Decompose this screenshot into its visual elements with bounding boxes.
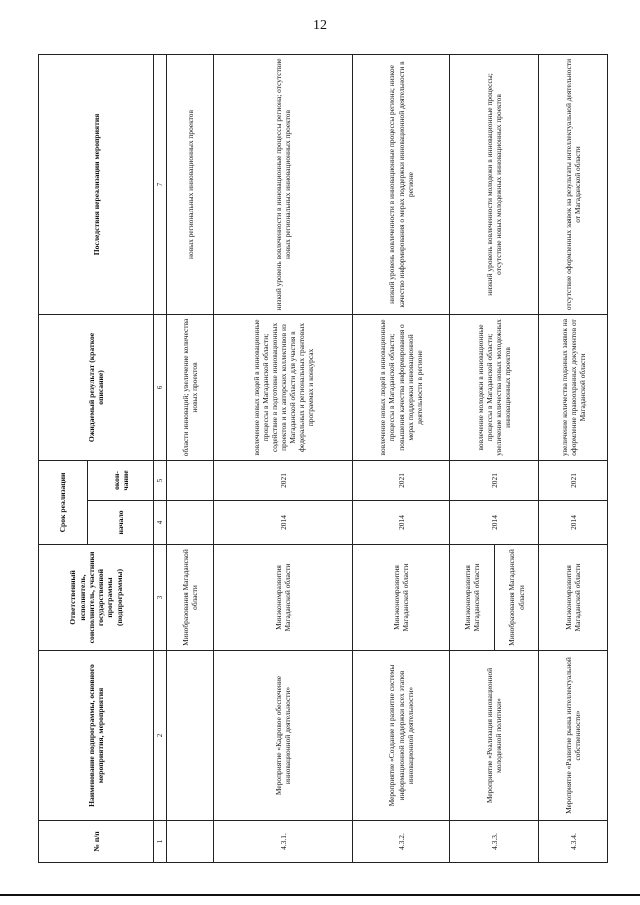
cell-end: 2021 [449,460,539,500]
cell-executor: Минэкономразвития Магаданской области [214,545,353,651]
index-row [154,54,167,862]
continuation-row [167,54,214,862]
cell-start: 2014 [539,501,608,545]
index-cell: 5 [154,460,167,500]
cell-empty [167,501,214,545]
cell-start: 2014 [353,501,449,545]
table-row [214,54,353,862]
cell-empty [167,821,214,863]
cell-end: 2021 [539,460,608,500]
cell-consequences: низкий уровень вовлеченности молодежи в инновационные процессы; отсутствие новых молодежных инновационных проектов [449,54,539,314]
cell-result: увеличение количества поданных заявок на оформление правоохранных документов от Магаданской области [539,314,608,460]
cell-executor: Минэкономразвития Магаданской области [539,545,608,651]
cell-consequences: новых региональных инновационных проектов [167,54,214,314]
cell-num: 4.3.1. [214,821,353,863]
cell-name: Мероприятие «Кадровое обеспечение инновационной деятельности» [214,651,353,821]
header-result: Ожидаемый результат (краткое описание) [39,314,154,460]
header-name: Наименование подпрограммы, основного мероприятия, мероприятия [39,651,154,821]
header-executor: Ответственный исполнитель, соисполнитель, участники государственной программы (подпрограммы) [39,545,154,651]
bottom-rule [0,894,640,896]
index-cell: 4 [154,501,167,545]
index-cell: 7 [154,54,167,314]
header-row [39,54,88,862]
cell-result: вовлечение молодежи в инновационные процессы в Магаданской области; увеличение количества новых молодежных инновационных проектов [449,314,539,460]
cell-empty [167,460,214,500]
cell-name: Мероприятие «Реализация инновационной молодежной политики» [449,651,539,821]
cell-name: Мероприятие «Развитие рынка интеллектуальной собственности» [539,651,608,821]
page-number: 12 [313,18,327,33]
cell-result: вовлечение новых людей в инновационные процессы в Магаданской области; повышения качества информирования о мерах поддержки инновационной деятельности в регионе [353,314,449,460]
header-start: начало [88,501,154,545]
header-end: окон-чание [88,460,154,500]
table-row [353,54,449,862]
cell-executor: Минобразования Магаданской области [167,545,214,651]
index-cell: 6 [154,314,167,460]
cell-result: вовлечение новых людей в инновационные процессы в Магаданской области; содействие в подготовке инновационных проектов и их авторских коллективов из Магаданской области для участия в федеральных и региональных грантовых программах и конкурсах [214,314,353,460]
cell-start: 2014 [449,501,539,545]
cell-num: 4.3.3. [449,821,539,863]
cell-end: 2021 [214,460,353,500]
cell-empty [167,651,214,821]
cell-name: Мероприятие «Создание и развитие системы информационной поддержки всех этапов инновационной деятельности» [353,651,449,821]
index-cell: 1 [154,821,167,863]
cell-executor-2: Минобразования Магаданской области [494,545,539,651]
rotated-table-container [38,55,608,863]
cell-executor: Минэкономразвития Магаданской области [449,545,494,651]
index-cell: 2 [154,651,167,821]
cell-consequences: низкий уровень вовлеченности в инновационные процессы региона; низкое качество информирования о мерах поддержки инновационной деятельности в регионе [353,54,449,314]
header-term: Срок реализации [39,460,88,544]
header-consequences: Последствия нереализации мероприятия [39,54,154,314]
cell-consequences: низкий уровень вовлеченности в инновационные процессы региона; отсутствие новых региональных инновационных проектов [214,54,353,314]
table-row [449,54,494,862]
cell-executor: Минэкономразвития Магаданской области [353,545,449,651]
index-cell: 3 [154,545,167,651]
header-num: № п/п [39,821,154,863]
table-row [539,54,608,862]
cell-num: 4.3.4. [539,821,608,863]
cell-consequences: отсутствие оформленных заявок на результаты интеллектуальной деятельности от Магаданской области [539,54,608,314]
cell-end: 2021 [353,460,449,500]
measures-table [38,54,608,863]
cell-num: 4.3.2. [353,821,449,863]
cell-result: области инноваций; увеличение количества новых проектов [167,314,214,460]
cell-start: 2014 [214,501,353,545]
